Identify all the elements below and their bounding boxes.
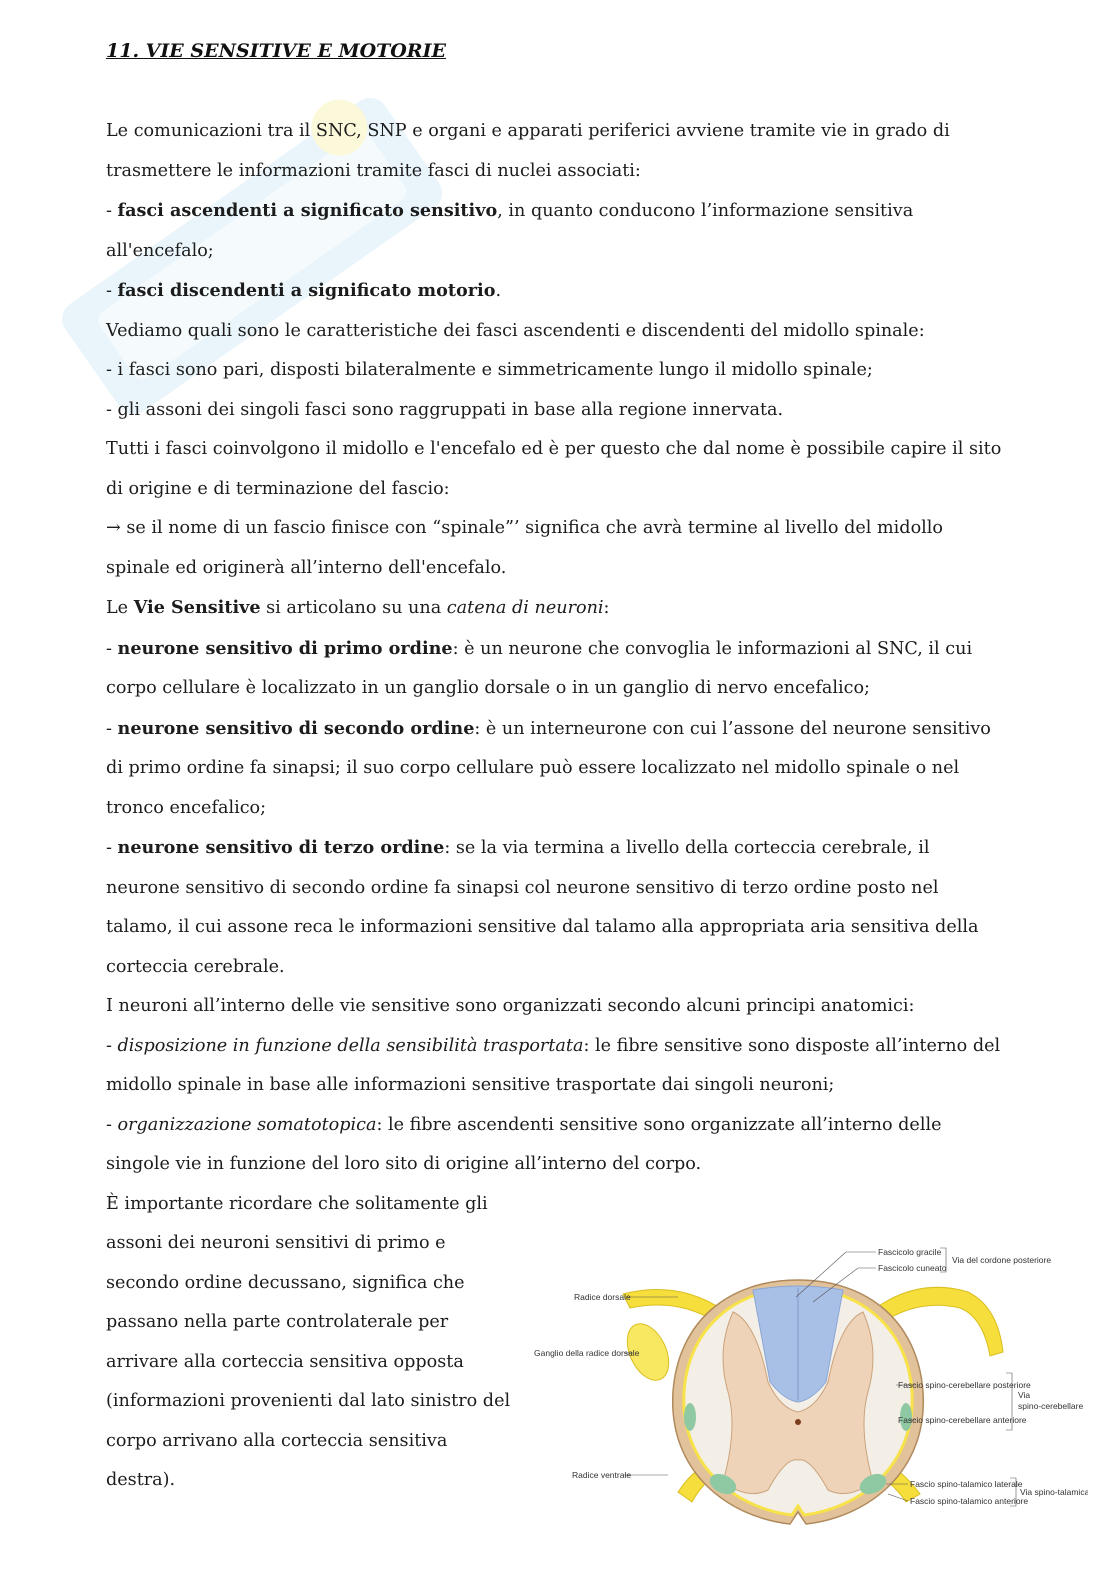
item-paired-tracts: - i fasci sono pari, disposti bilateralmente e simmetricamente lungo il midollo spinale; bbox=[106, 360, 873, 380]
spinal-cord-diagram bbox=[528, 1232, 1088, 1552]
spinocerebellar-tract-left bbox=[684, 1403, 696, 1431]
label-radice-dorsale: Radice dorsale bbox=[574, 1292, 631, 1302]
paragraph-decussation: È importante ricordare che solitamente gli assoni dei neuroni sensitivi di primo e secondo ordine decussano, significa che passano nella parte controlaterale per arrivare alla corteccia sensitiva opposta (informazioni provenienti dal lato sinistro del corpo arrivano alla corteccia sensitiva destra). bbox=[106, 1193, 511, 1490]
label-ganglio-radice-dorsale: Ganglio della radice dorsale bbox=[534, 1348, 640, 1358]
label-fascicolo-gracile: Fascicolo gracile bbox=[878, 1247, 942, 1257]
central-canal bbox=[795, 1419, 801, 1425]
label-via-cordone-posteriore: Via del cordone posteriore bbox=[952, 1255, 1052, 1265]
item-descending-tracts: - fasci discendenti a significato motorio. bbox=[106, 280, 502, 301]
item-sensibility-arrangement: - disposizione in funzione della sensibilità trasportata: le fibre sensitive sono disposte all’interno del midollo spinale in base alle informazioni sensitive trasportate dai singoli neuroni; bbox=[106, 1035, 1001, 1095]
item-third-order-neuron: - neurone sensitivo di terzo ordine: se la via termina a livello della corteccia cerebrale, il neurone sensitivo di secondo ordine fa sinapsi col neurone sensitivo di terzo ordine posto nel talamo, il cui assone reca le informazioni sensitive dal talamo alla appropriata aria sensitiva della corteccia cerebrale. bbox=[106, 837, 979, 977]
paragraph-characteristics: Vediamo quali sono le caratteristiche dei fasci ascendenti e discendenti del midollo spinale: bbox=[106, 320, 925, 341]
label-via-spino-talamica: Via spino-talamica bbox=[1020, 1487, 1088, 1497]
page-title: 11. VIE SENSITIVE E MOTORIE bbox=[106, 40, 446, 62]
label-fascicolo-cuneato: Fascicolo cuneato bbox=[878, 1263, 947, 1273]
label-via: Via bbox=[1018, 1390, 1031, 1400]
label-spino-cerebellare-posteriore: Fascio spino-cerebellare posteriore bbox=[898, 1380, 1031, 1390]
paragraph-spinale: → se il nome di un fascio finisce con “spinale”’ significa che avrà termine al livello del midollo spinale ed originerà all’interno dell'encefalo. bbox=[106, 518, 944, 578]
label-spino-cerebellare: spino-cerebellare bbox=[1018, 1401, 1084, 1411]
paragraph-intro: Le comunicazioni tra il SNC, SNP e organi e apparati periferici avviene tramite vie in grado di trasmettere le informazioni tramite fasci di nuclei associati: bbox=[106, 121, 950, 181]
label-spino-talamico-anteriore: Fascio spino-talamico anteriore bbox=[910, 1496, 1029, 1506]
label-spino-talamico-laterale: Fascio spino-talamico laterale bbox=[910, 1479, 1023, 1489]
paragraph-principles: I neuroni all’interno delle vie sensitive sono organizzati secondo alcuni principi anatomici: bbox=[106, 996, 915, 1016]
item-first-order-neuron: - neurone sensitivo di primo ordine: è un neurone che convoglia le informazioni al SNC, il cui corpo cellulare è localizzato in un ganglio dorsale o in un ganglio di nervo encefalico; bbox=[106, 637, 973, 698]
item-somatotopic: - organizzazione somatotopica: le fibre ascendenti sensitive sono organizzate all’interno delle singole vie in funzione del loro sito di origine all’interno del corpo. bbox=[106, 1114, 942, 1174]
label-spino-cerebellare-anteriore: Fascio spino-cerebellare anteriore bbox=[898, 1415, 1027, 1425]
paragraph-naming: Tutti i fasci coinvolgono il midollo e l'encefalo ed è per questo che dal nome è possibile capire il sito di origine e di terminazione del fascio: bbox=[106, 439, 1002, 499]
item-second-order-neuron: - neurone sensitivo di secondo ordine: è un interneurone con cui l’assone del neurone sensitivo di primo ordine fa sinapsi; il suo corpo cellulare può essere localizzato nel midollo spinale o nel tronco encefalico; bbox=[106, 717, 991, 818]
item-ascending-tracts: - fasci ascendenti a significato sensitivo, in quanto conducono l’informazione sensitiva all'encefalo; bbox=[106, 200, 914, 261]
label-radice-ventrale: Radice ventrale bbox=[572, 1470, 632, 1480]
spinal-cord-figure bbox=[528, 1232, 1088, 1552]
paragraph-sensory-pathways: Le Vie Sensitive si articolano su una catena di neuroni: bbox=[106, 597, 610, 618]
item-axon-grouping: - gli assoni dei singoli fasci sono raggruppati in base alla regione innervata. bbox=[106, 399, 784, 420]
